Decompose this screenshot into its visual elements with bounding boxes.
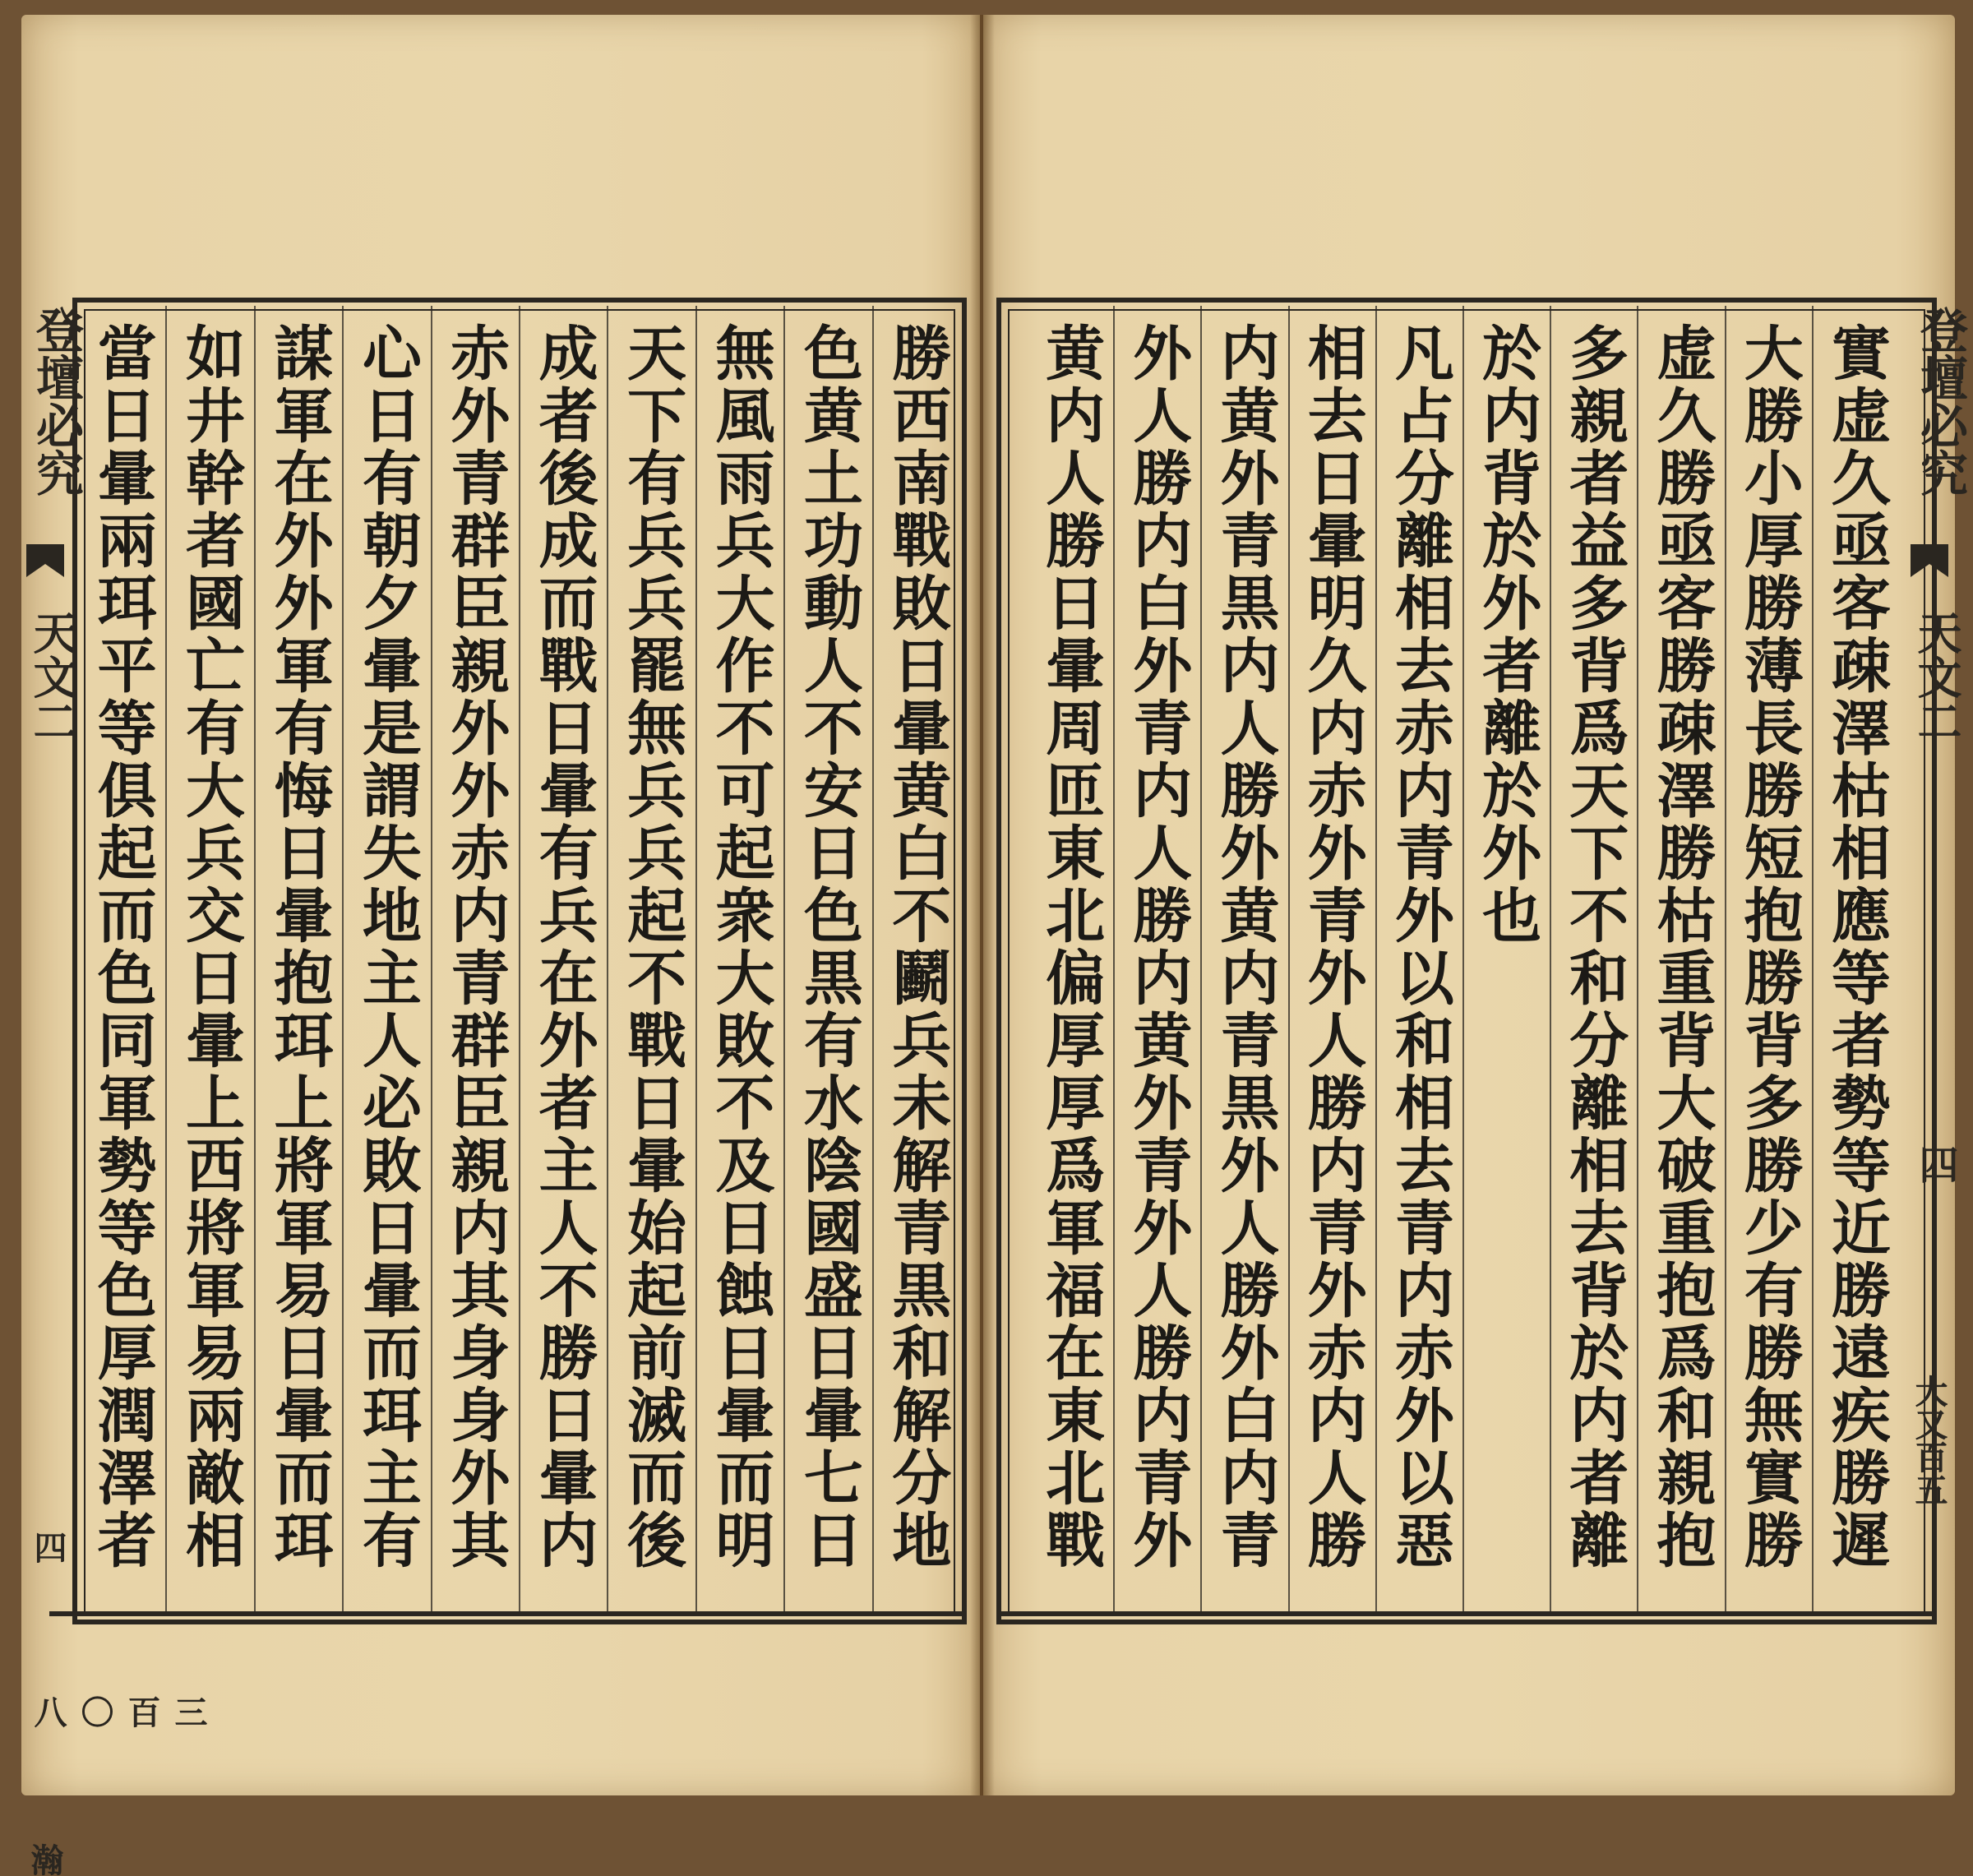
text-column	[1200, 306, 1287, 1616]
fish-tail-mark-icon	[26, 544, 64, 577]
text-column	[1288, 306, 1375, 1616]
text-column	[783, 306, 871, 1616]
left-bottom-rule	[49, 1611, 967, 1616]
text-column	[431, 306, 519, 1616]
right-bottom-rule	[996, 1611, 1937, 1616]
text-column	[1113, 306, 1200, 1616]
text-column	[1812, 306, 1899, 1616]
column-text: 成者後成而戰日暈有兵在外者主人不勝日暈内	[529, 322, 599, 1572]
right-margin-chapter: 天文二	[1911, 610, 1963, 743]
column-text: 虚久勝亟客勝疎澤勝枯重背大破重抱爲和親抱	[1647, 322, 1717, 1572]
column-text: 勝西南戰敗日暈黄白不鬬兵未解青黒和解分地	[882, 322, 953, 1572]
column-text: 心日有朝夕暈是謂失地主人必敗日暈而珥主有	[352, 322, 423, 1572]
text-column	[1462, 306, 1550, 1616]
column-text: 天下有兵兵罷無兵兵起不戰日暈始起前滅而後	[617, 322, 688, 1572]
text-column	[342, 306, 430, 1616]
text-column	[165, 306, 253, 1616]
column-text: 無風雨兵大作不可起衆大敗不及日蝕日暈而明	[705, 322, 776, 1572]
fish-tail-mark-icon	[1911, 544, 1948, 577]
column-text: 謀軍在外外軍有悔日暈抱珥上將軍易日暈而珥	[264, 322, 335, 1572]
column-text: 外人勝内白外青内人勝内黄外青外人勝内青外	[1123, 322, 1194, 1572]
left-margin-chapter: 天文二	[26, 610, 79, 743]
left-margin-folio: 四	[29, 1531, 67, 1564]
right-page-text	[1028, 306, 1899, 1616]
text-column	[1375, 306, 1462, 1616]
text-column	[1028, 306, 1113, 1616]
right-margin-seal: 大又百五	[1910, 1375, 1948, 1506]
column-text: 凡占分離相去赤内青外以和相去青内赤外以惡	[1384, 322, 1455, 1572]
column-text: 當日暈兩珥平等俱起而色同軍勢等色厚潤澤者	[87, 322, 158, 1572]
text-column	[254, 306, 342, 1616]
text-column	[79, 306, 165, 1616]
column-text: 大勝小厚勝薄長勝短抱勝背多勝少有勝無實勝	[1734, 322, 1804, 1572]
right-margin-title: 登壇必究	[1912, 306, 1968, 497]
column-text: 如井幹者國亡有大兵交日暈上西將軍易兩敵相	[176, 322, 247, 1572]
column-text: 赤外青群臣親外外赤内青群臣親内其身身外其	[441, 322, 511, 1572]
right-margin-running: 四	[1912, 1144, 1958, 1184]
column-text: 内黄外青黒内人勝外黄内青黒外人勝外白内青	[1210, 322, 1281, 1572]
left-margin-title: 登壇必究	[28, 306, 84, 497]
column-text: 實虚久亟客疎澤枯相應等者勢等近勝遠疾勝遲	[1821, 322, 1892, 1572]
left-page-text	[79, 306, 960, 1616]
column-text: 相去日暈明久内赤外青外人勝内青外赤内人勝	[1297, 322, 1368, 1572]
text-column	[872, 306, 960, 1616]
column-text: 於内背於外者離於外也	[1472, 322, 1543, 947]
column-text: 黄内人勝日暈周匝東北偏厚厚爲軍福在東北戰	[1036, 322, 1107, 1572]
text-column	[607, 306, 695, 1616]
column-text: 色黄土功動人不安日色黒有水陰國盛日暈七日	[793, 322, 864, 1572]
left-margin-stamp: 三百〇八	[29, 1695, 208, 1728]
column-text: 多親者益多背爲天下不和分離相去背於内者離	[1559, 322, 1630, 1572]
text-column	[1725, 306, 1812, 1616]
text-column	[1637, 306, 1724, 1616]
right-page-margin	[1906, 298, 1968, 1624]
left-margin-seal: 瀚	[25, 1843, 64, 1876]
text-column	[695, 306, 783, 1616]
text-column	[1550, 306, 1637, 1616]
book-gutter	[970, 15, 995, 1795]
text-column	[519, 306, 607, 1616]
